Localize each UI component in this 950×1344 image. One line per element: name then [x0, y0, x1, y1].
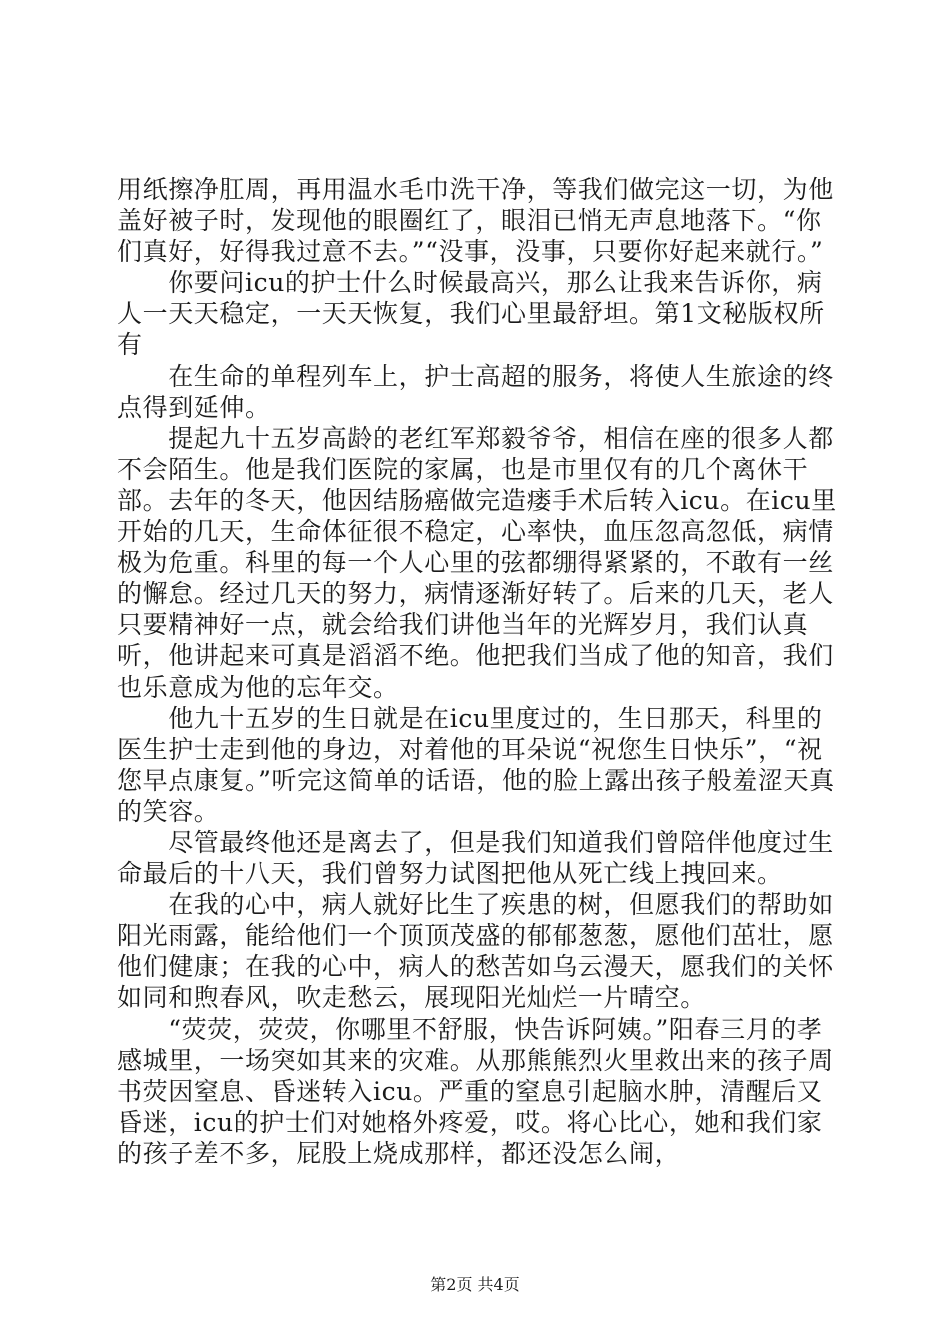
paragraph-5: 他九十五岁的生日就是在icu里度过的，生日那天，科里的医生护士走到他的身边，对着他的耳朵说“祝您生日快乐”，“祝您早点康复。”听完这简单的话语，他的脸上露出孩子般羞涩天真的笑容。 — [117, 703, 835, 826]
paragraph-8: “荧荧，荧荧，你哪里不舒服，快告诉阿姨。”阳春三月的孝感城里，一场突如其来的灾难。从那熊熊烈火里救出来的孩子周书荧因窒息、昏迷转入icu。严重的窒息引起脑水肿，清醒后又昏迷，icu的护士们对她格外疼爱，哎。将心比心，她和我们家的孩子差不多，屁股上烧成那样，都还没怎么闹， — [117, 1014, 834, 1168]
paragraph-4: 提起九十五岁高龄的老红军郑毅爷爷，相信在座的很多人都不会陌生。他是我们医院的家属，也是市里仅有的几个离休干部。去年的冬天，他因结肠癌做完造瘘手术后转入icu。在icu里开始的几天，生命体征很不稳定，心率快，血压忽高忽低，病情极为危重。科里的每一个人心里的弦都绷得紧紧的，不敢有一丝的懈怠。经过几天的努力，病情逐渐好转了。后来的几天，老人只要精神好一点，就会给我们讲他当年的光辉岁月，我们认真听，他讲起来可真是滔滔不绝。他把我们当成了他的知音，我们也乐意成为他的忘年交。 — [117, 423, 837, 702]
paragraph-1: 用纸擦净肛周，再用温水毛巾洗干净，等我们做完这一切，为他盖好被子时，发现他的眼圈红了，眼泪已悄无声息地落下。“你们真好，好得我过意不去。”“没事，没事，只要你好起来就行。” — [117, 175, 834, 267]
paragraph-2: 你要问icu的护士什么时候最高兴，那么让我来告诉你，病人一天天稳定，一天天恢复，我们心里最舒坦。第1文秘版权所有 — [117, 268, 825, 360]
paragraph-6: 尽管最终他还是离去了，但是我们知道我们曾陪伴他度过生命最后的十八天，我们曾努力试图把他从死亡线上拽回来。 — [117, 827, 834, 889]
paragraph-3: 在生命的单程列车上，护士高超的服务，将使人生旅途的终点得到延伸。 — [117, 361, 834, 422]
paragraph-7: 在我的心中，病人就好比生了疾患的树，但愿我们的帮助如阳光雨露，能给他们一个顶顶茂盛的郁郁葱葱，愿他们茁壮，愿他们健康；在我的心中，病人的愁苦如乌云漫天，愿我们的关怀如同和煦春风，吹走愁云，展现阳光灿烂一片晴空。 — [117, 890, 834, 1013]
page-footer: 第2页 共4页 — [430, 1275, 520, 1294]
document-body — [117, 174, 837, 1169]
